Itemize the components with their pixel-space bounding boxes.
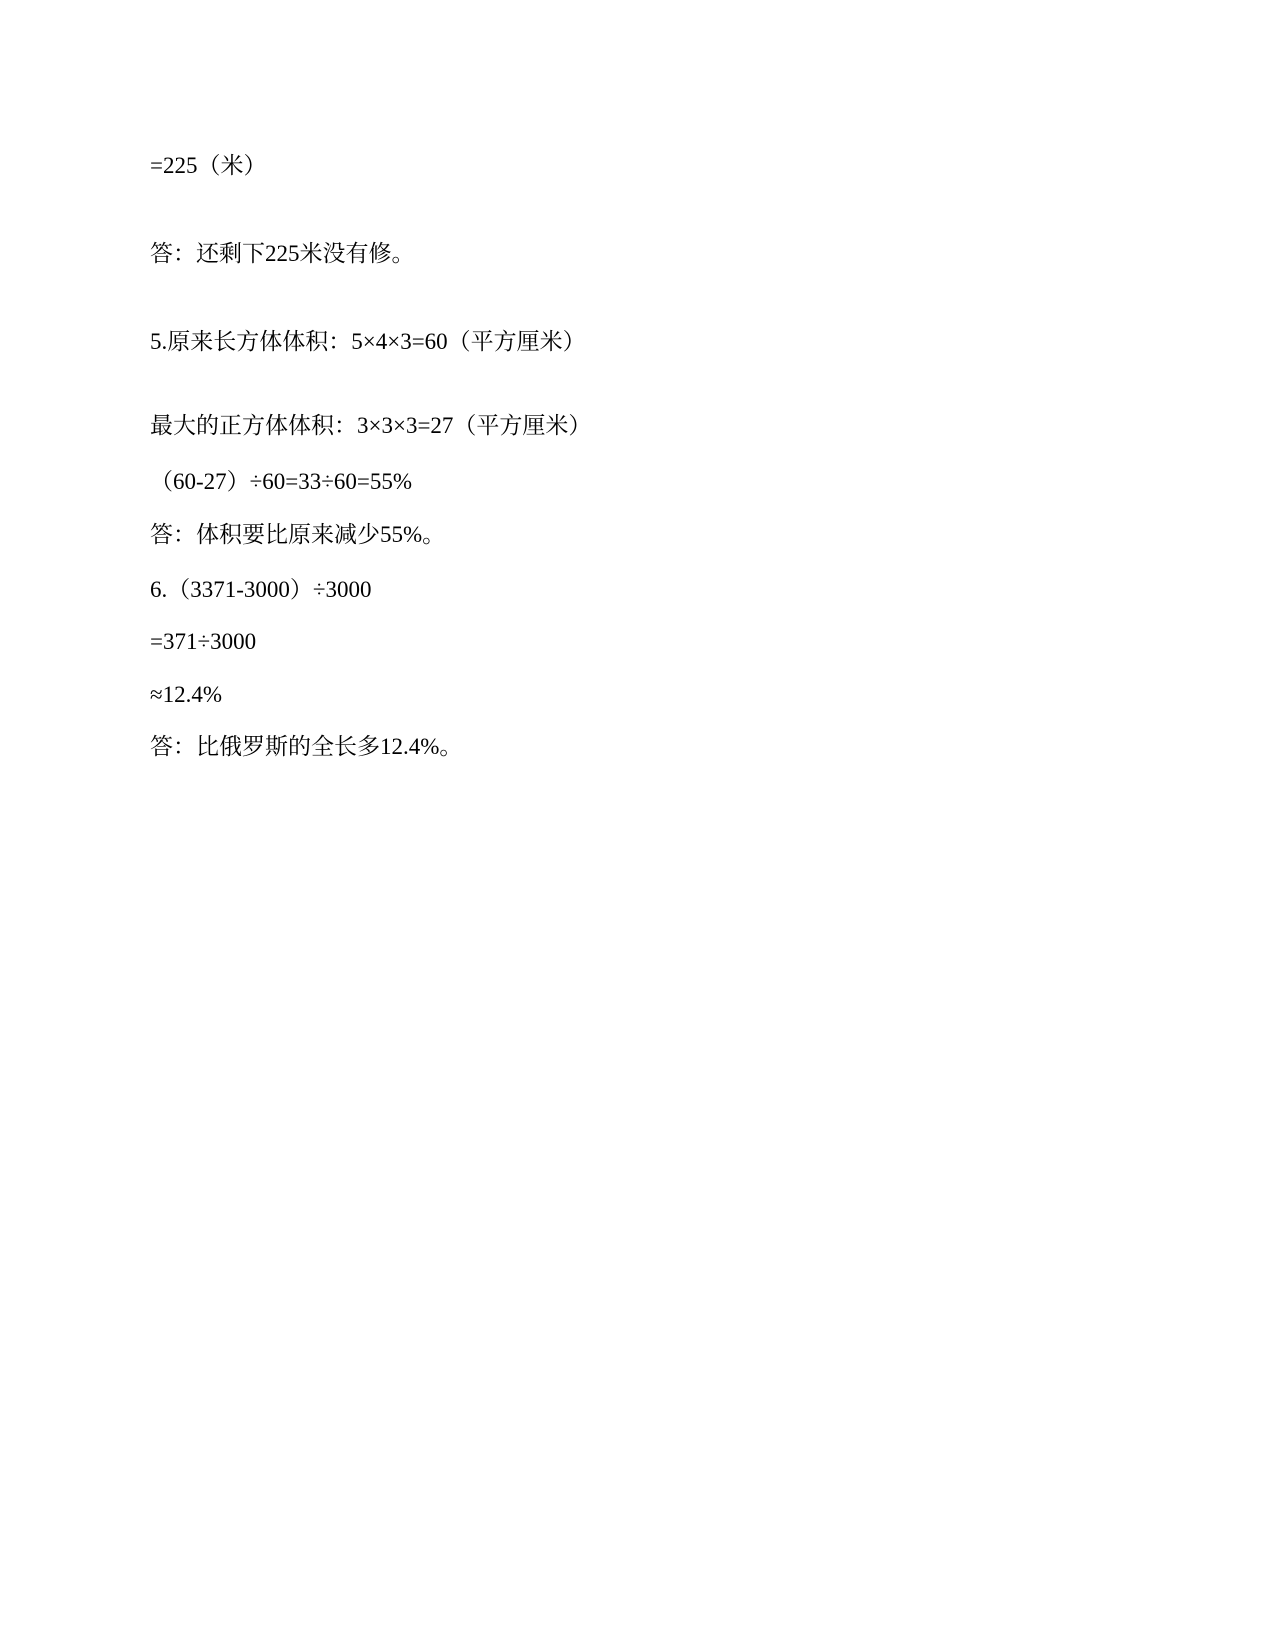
problem-6-expression: 6.（3371-3000）÷3000 [150,577,372,602]
problem-6-step: =371÷3000 [150,629,257,654]
answer-line-6: 答：比俄罗斯的全长多12.4%。 [150,734,463,759]
problem-5-cube-volume: 最大的正方体体积：3×3×3=27（平方厘米） [150,413,592,438]
calc-line-result-225: =225（米） [150,153,267,178]
problem-6-approx: ≈12.4% [150,682,223,707]
answer-line-5: 答：体积要比原来减少55%。 [150,522,446,547]
problem-5-percent-calc: （60-27）÷60=33÷60=55% [150,469,413,494]
answer-line-4: 答：还剩下225米没有修。 [150,241,415,266]
problem-5-cuboid-volume: 5.原来长方体体积：5×4×3=60（平方厘米） [150,329,586,354]
